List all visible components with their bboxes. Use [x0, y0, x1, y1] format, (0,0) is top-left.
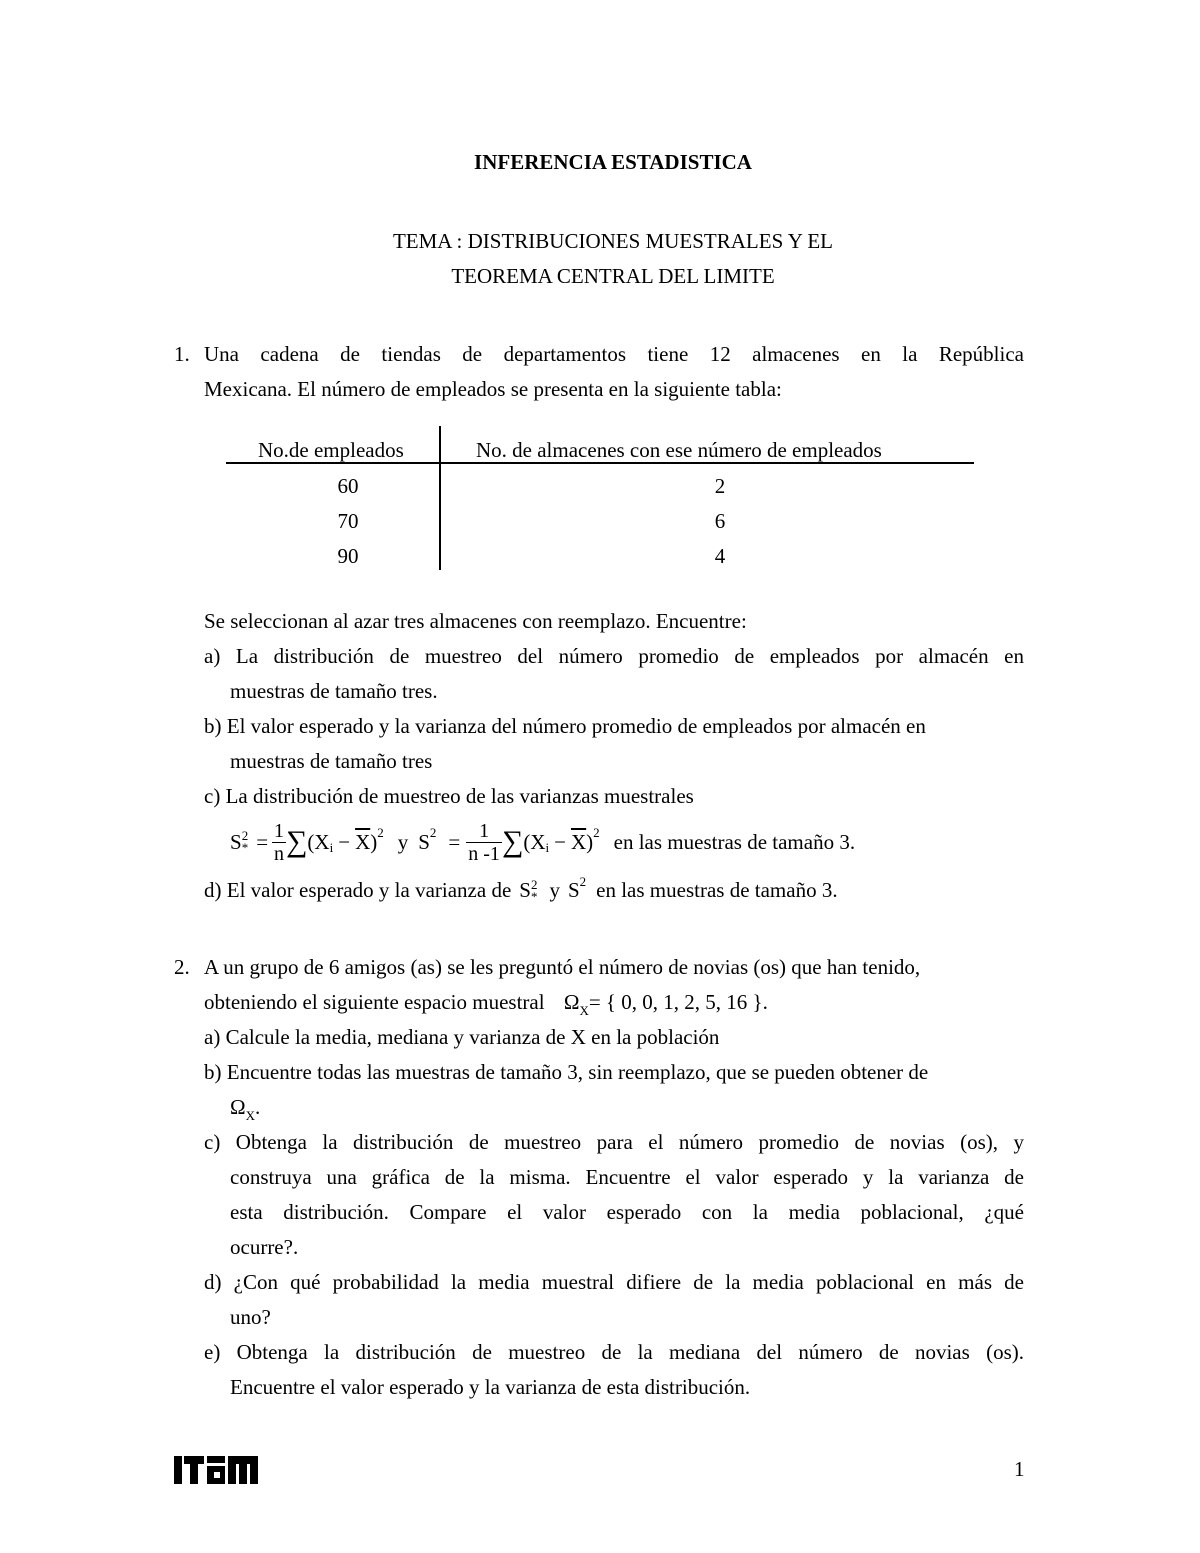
q1-c-line-1: c) La distribución de muestreo de las varianzas muestrales: [204, 784, 694, 808]
sum-symbol: ∑: [286, 825, 308, 858]
d-sq: 2: [530, 876, 538, 892]
q1-b-line-1: b) El valor esperado y la varianza del número promedio de empleados por almacén en: [204, 714, 926, 738]
q1-intro: Se seleccionan al azar tres almacenes con reemplazo. Encuentre:: [204, 609, 747, 633]
itam-logo-icon: [174, 1456, 258, 1484]
formula-close: ): [370, 829, 378, 854]
omega-symbol: Ω: [230, 1095, 246, 1119]
q2-e-line-1: e) Obtenga la distribución de muestreo de la mediana del número de novias (os).: [204, 1340, 1024, 1364]
formula-s2: S: [418, 829, 430, 854]
variance-formula: [230, 812, 855, 872]
formula-minus: −: [554, 829, 566, 854]
q1-d-line: [204, 873, 838, 908]
formula-sq: 2: [593, 825, 600, 840]
formula-xbar: $\overline{X}$: [355, 829, 371, 854]
topic-line-1: TEMA : DISTRIBUCIONES MUESTRALES Y EL: [392, 229, 834, 253]
formula-s: S: [230, 829, 242, 854]
q2-a: a) Calcule la media, mediana y varianza de X en la población: [204, 1025, 720, 1049]
formula-and: y: [397, 829, 409, 854]
table-header-rule: [226, 462, 974, 464]
frac-den: n -1: [468, 842, 500, 865]
page-number: 1: [1014, 1457, 1025, 1481]
q1-d-text: d) El valor esperado y la varianza de: [204, 878, 512, 902]
q2-b-line-2: [230, 1090, 260, 1127]
fraction-1-over-n: [272, 820, 286, 865]
itam-logo: [174, 1456, 258, 1484]
d-s: S: [519, 878, 531, 902]
q2-c-line-3: esta distribución. Compare el valor esperado con la media poblacional, ¿qué: [230, 1200, 1024, 1224]
formula-tail: en las muestras de tamaño 3.: [613, 829, 856, 854]
q2-line-1: A un grupo de 6 amigos (as) se les preguntó el número de novias (os) que han tenido,: [204, 955, 921, 979]
q1-line-1: Una cadena de tiendas de departamentos tiene 12 almacenes en la República: [204, 342, 1024, 366]
sum-symbol: ∑: [501, 825, 524, 858]
topic-line-2: TEOREMA CENTRAL DEL LIMITE: [451, 264, 775, 288]
d-sq2: 2: [579, 874, 587, 889]
formula-star: *: [241, 840, 249, 855]
table-cell: 90: [337, 544, 359, 568]
sample-space: = { 0, 0, 1, 2, 5, 16 }.: [588, 990, 768, 1014]
q2-c-line-2: construya una gráfica de la misma. Encuentre el valor esperado y la varianza de: [230, 1165, 1024, 1189]
q2-d-line-2: uno?: [230, 1305, 271, 1329]
q2-number: 2.: [174, 955, 190, 979]
formula-i: i: [329, 840, 334, 855]
table-cell: 70: [337, 509, 359, 533]
frac-num: 1: [466, 820, 502, 843]
frac-den: n: [274, 842, 285, 865]
document-title: INFERENCIA ESTADISTICA: [474, 150, 752, 174]
formula-eq: =: [448, 829, 461, 854]
table-header-col1: No.de empleados: [258, 438, 404, 462]
omega-sub: X: [245, 1108, 255, 1123]
q2-e-line-2: Encuentre el valor esperado y la varianza de esta distribución.: [230, 1375, 751, 1399]
formula-xi: (X: [523, 829, 546, 854]
q2-d-line-1: d) ¿Con qué probabilidad la media muestral difiere de la media poblacional en más de: [204, 1270, 1024, 1294]
fraction-1-over-n-1: [466, 820, 502, 865]
omega-symbol: Ω: [563, 990, 580, 1014]
table-cell: 2: [714, 474, 726, 498]
formula-eq: =: [256, 829, 269, 854]
formula-sq: 2: [429, 825, 437, 840]
table-cell: 4: [714, 544, 726, 568]
table-header-col2: No. de almacenes con ese número de empleados: [476, 438, 882, 462]
formula-xbar: $\overline{X}$: [570, 829, 587, 854]
q2-c-line-4: ocurre?.: [230, 1235, 299, 1259]
table-cell: 60: [337, 474, 359, 498]
formula-sq: 2: [377, 825, 384, 840]
d-star: *: [530, 888, 538, 904]
q2-c-line-1: c) Obtenga la distribución de muestreo para el número promedio de novias (os), y: [204, 1130, 1024, 1154]
q1-line-2: Mexicana. El número de empleados se presenta en la siguiente tabla:: [204, 377, 782, 401]
q2-b-dot: .: [255, 1095, 261, 1119]
formula-xi: (X: [307, 829, 330, 854]
d-s2: S: [567, 878, 580, 902]
d-y: y: [549, 878, 560, 902]
formula-minus: −: [338, 829, 351, 854]
q1-b-line-2: muestras de tamaño tres: [230, 749, 433, 773]
table-column-rule: [439, 426, 441, 570]
q2-line-2-text: obteniendo el siguiente espacio muestral: [204, 990, 545, 1014]
table-cell: 6: [714, 509, 726, 533]
q1-number: 1.: [174, 342, 190, 366]
formula-sq: 2: [241, 828, 249, 843]
formula-close: ): [586, 829, 594, 854]
omega-sub: X: [579, 1003, 589, 1018]
q1-a-line-2: muestras de tamaño tres.: [230, 679, 438, 703]
q2-b-line-1: b) Encuentre todas las muestras de tamaño 3, sin reemplazo, que se pueden obtener de: [204, 1060, 929, 1084]
q2-line-2: [204, 985, 768, 1022]
d-tail: en las muestras de tamaño 3.: [596, 878, 838, 902]
formula-i: i: [545, 840, 550, 855]
q1-a-line-1: a) La distribución de muestreo del número promedio de empleados por almacén en: [204, 644, 1024, 668]
frac-num: 1: [274, 819, 285, 842]
